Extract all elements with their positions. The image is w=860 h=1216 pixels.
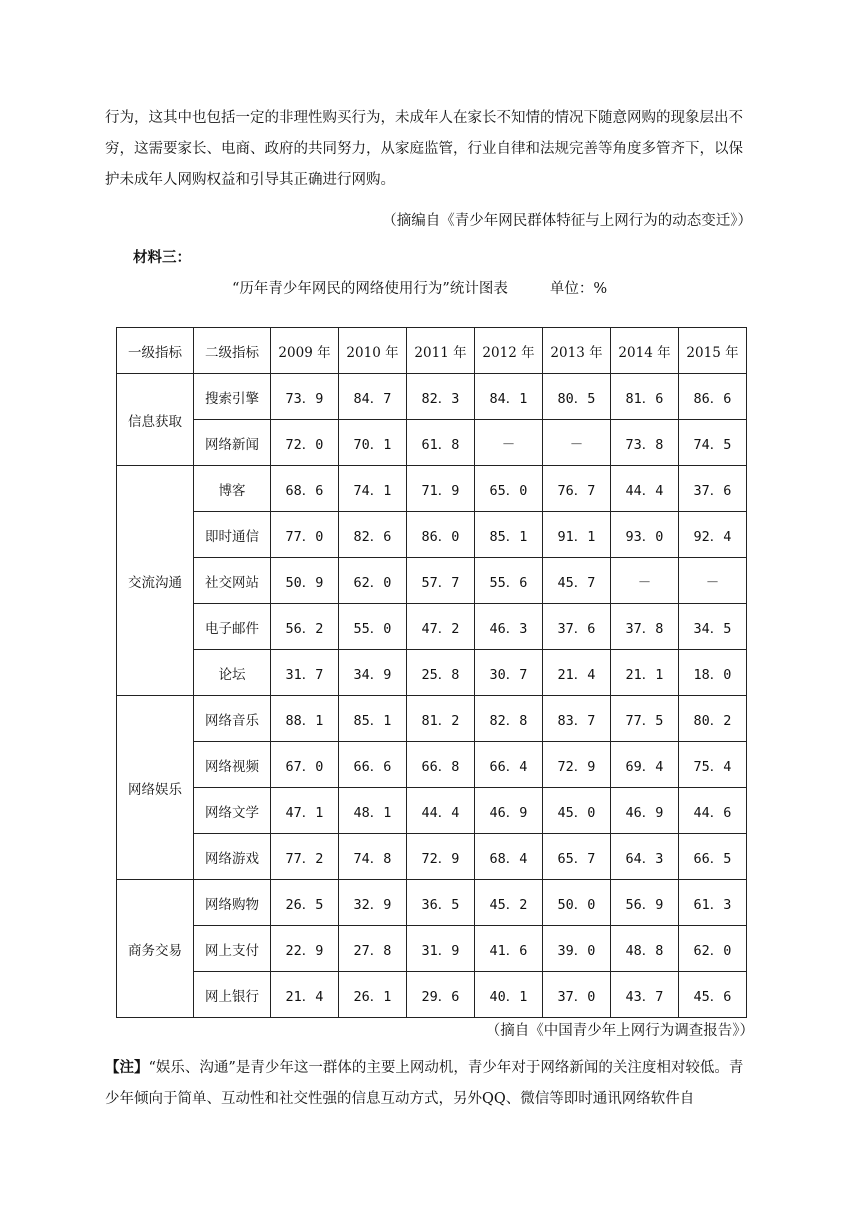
value-cell: 72．9 (407, 834, 475, 880)
value-cell: 27．8 (339, 926, 407, 972)
value-cell: 57．7 (407, 558, 475, 604)
value-cell: 56．2 (271, 604, 339, 650)
value-cell: 44．6 (679, 788, 747, 834)
value-cell: 61．8 (407, 420, 475, 466)
statistics-table-body (117, 328, 747, 1018)
value-cell: 82．3 (407, 374, 475, 420)
header-cell: 一级指标 (117, 328, 194, 374)
value-cell: 68．6 (271, 466, 339, 512)
value-cell: 81．2 (407, 696, 475, 742)
value-cell: 82．6 (339, 512, 407, 558)
value-cell: 46．9 (611, 788, 679, 834)
value-cell: 77．0 (271, 512, 339, 558)
value-cell: 92．4 (679, 512, 747, 558)
value-cell: 34．9 (339, 650, 407, 696)
table-row (117, 420, 747, 466)
value-cell: 73．8 (611, 420, 679, 466)
value-cell: 74．8 (339, 834, 407, 880)
statistics-table (116, 327, 747, 1018)
header-cell: 2014 年 (611, 328, 679, 374)
header-cell: 2012 年 (475, 328, 543, 374)
value-cell: 74．1 (339, 466, 407, 512)
note-paragraph (105, 1052, 757, 1115)
value-cell: 62．0 (339, 558, 407, 604)
value-cell: 31．9 (407, 926, 475, 972)
value-cell: 32．9 (339, 880, 407, 926)
value-cell: 70．1 (339, 420, 407, 466)
value-cell: 76．7 (543, 466, 611, 512)
value-cell: 40．1 (475, 972, 543, 1018)
table-row (117, 788, 747, 834)
value-cell: 41．6 (475, 926, 543, 972)
value-cell: 66．4 (475, 742, 543, 788)
value-cell: 93．0 (611, 512, 679, 558)
note-tag: 【注】 (105, 1059, 149, 1076)
value-cell: 47．2 (407, 604, 475, 650)
subcategory-cell: 网上银行 (194, 972, 271, 1018)
value-cell: 43．7 (611, 972, 679, 1018)
source-citation-2: （摘自《中国青少年上网行为调查报告》） (485, 1023, 754, 1039)
category-cell: 网络娱乐 (117, 696, 194, 880)
subcategory-cell: 搜索引擎 (194, 374, 271, 420)
value-cell: 44．4 (407, 788, 475, 834)
value-cell: 86．6 (679, 374, 747, 420)
value-cell: 85．1 (339, 696, 407, 742)
value-cell: 66．8 (407, 742, 475, 788)
value-cell: 45．0 (543, 788, 611, 834)
value-cell: 48．1 (339, 788, 407, 834)
header-cell: 2013 年 (543, 328, 611, 374)
value-cell: 84．7 (339, 374, 407, 420)
value-cell: － (475, 420, 543, 466)
value-cell: 31．7 (271, 650, 339, 696)
table-row (117, 972, 747, 1018)
subcategory-cell: 网络视频 (194, 742, 271, 788)
header-cell: 2011 年 (407, 328, 475, 374)
value-cell: － (611, 558, 679, 604)
table-row (117, 650, 747, 696)
value-cell: 48．8 (611, 926, 679, 972)
value-cell: 55．6 (475, 558, 543, 604)
value-cell: － (543, 420, 611, 466)
header-cell: 2009 年 (271, 328, 339, 374)
table-row (117, 742, 747, 788)
category-cell: 信息获取 (117, 374, 194, 466)
material-three-label: 材料三： (133, 249, 191, 266)
value-cell: 29．6 (407, 972, 475, 1018)
table-row (117, 926, 747, 972)
value-cell: － (679, 558, 747, 604)
value-cell: 21．1 (611, 650, 679, 696)
subcategory-cell: 电子邮件 (194, 604, 271, 650)
value-cell: 30．7 (475, 650, 543, 696)
value-cell: 85．1 (475, 512, 543, 558)
value-cell: 72．9 (543, 742, 611, 788)
value-cell: 91．1 (543, 512, 611, 558)
value-cell: 26．5 (271, 880, 339, 926)
note-text: “娱乐、沟通”是青少年这一群体的主要上网动机，青少年对于网络新闻的关注度相对较低。青少年倾向于简单、互动性和社交性强的信息互动方式，另外QQ、微信等即时通讯网络软件自 (105, 1060, 744, 1107)
table-row (117, 374, 747, 420)
value-cell: 75．4 (679, 742, 747, 788)
subcategory-cell: 论坛 (194, 650, 271, 696)
value-cell: 84．1 (475, 374, 543, 420)
table-row (117, 558, 747, 604)
value-cell: 65．0 (475, 466, 543, 512)
category-cell: 商务交易 (117, 880, 194, 1018)
table-header-row (117, 328, 747, 374)
unit-label: 单位：% (549, 281, 608, 297)
subcategory-cell: 网络新闻 (194, 420, 271, 466)
value-cell: 66．5 (679, 834, 747, 880)
value-cell: 72．0 (271, 420, 339, 466)
table-row (117, 880, 747, 926)
value-cell: 77．2 (271, 834, 339, 880)
value-cell: 77．5 (611, 696, 679, 742)
subcategory-cell: 博客 (194, 466, 271, 512)
value-cell: 62．0 (679, 926, 747, 972)
value-cell: 55．0 (339, 604, 407, 650)
source-citation-1: （摘编自《青少年网民群体特征与上网行为的动态变迁》） (382, 213, 752, 229)
table-row (117, 466, 747, 512)
value-cell: 50．9 (271, 558, 339, 604)
paragraph-1: 行为，这其中也包括一定的非理性购买行为，未成年人在家长不知情的情况下随意网购的现象层出不穷，这需要家长、电商、政府的共同努力，从家庭监管，行业自律和法规完善等角度多管齐下，以保护未成年人网购权益和引导其正确进行网购。 (105, 110, 743, 188)
value-cell: 36．5 (407, 880, 475, 926)
value-cell: 65．7 (543, 834, 611, 880)
subcategory-cell: 网络音乐 (194, 696, 271, 742)
table-row (117, 512, 747, 558)
value-cell: 45．7 (543, 558, 611, 604)
value-cell: 61．3 (679, 880, 747, 926)
value-cell: 66．6 (339, 742, 407, 788)
value-cell: 44．4 (611, 466, 679, 512)
value-cell: 47．1 (271, 788, 339, 834)
value-cell: 37．0 (543, 972, 611, 1018)
subcategory-cell: 网上支付 (194, 926, 271, 972)
value-cell: 83．7 (543, 696, 611, 742)
value-cell: 86．0 (407, 512, 475, 558)
table-caption (232, 277, 607, 298)
value-cell: 45．6 (679, 972, 747, 1018)
value-cell: 46．3 (475, 604, 543, 650)
value-cell: 34．5 (679, 604, 747, 650)
value-cell: 64．3 (611, 834, 679, 880)
table-row (117, 696, 747, 742)
value-cell: 82．8 (475, 696, 543, 742)
value-cell: 88．1 (271, 696, 339, 742)
value-cell: 39．0 (543, 926, 611, 972)
value-cell: 67．0 (271, 742, 339, 788)
value-cell: 37．8 (611, 604, 679, 650)
value-cell: 26．1 (339, 972, 407, 1018)
value-cell: 22．9 (271, 926, 339, 972)
value-cell: 45．2 (475, 880, 543, 926)
value-cell: 80．2 (679, 696, 747, 742)
value-cell: 69．4 (611, 742, 679, 788)
value-cell: 80．5 (543, 374, 611, 420)
header-cell: 2010 年 (339, 328, 407, 374)
subcategory-cell: 网络购物 (194, 880, 271, 926)
subcategory-cell: 网络文学 (194, 788, 271, 834)
category-cell: 交流沟通 (117, 466, 194, 696)
value-cell: 37．6 (543, 604, 611, 650)
value-cell: 21．4 (271, 972, 339, 1018)
value-cell: 37．6 (679, 466, 747, 512)
value-cell: 74．5 (679, 420, 747, 466)
value-cell: 68．4 (475, 834, 543, 880)
value-cell: 73．9 (271, 374, 339, 420)
subcategory-cell: 社交网站 (194, 558, 271, 604)
value-cell: 50．0 (543, 880, 611, 926)
subcategory-cell: 即时通信 (194, 512, 271, 558)
value-cell: 18．0 (679, 650, 747, 696)
table-row (117, 834, 747, 880)
value-cell: 21．4 (543, 650, 611, 696)
value-cell: 56．9 (611, 880, 679, 926)
subcategory-cell: 网络游戏 (194, 834, 271, 880)
header-cell: 二级指标 (194, 328, 271, 374)
table-title: “历年青少年网民的网络使用行为”统计图表 (232, 281, 508, 297)
value-cell: 25．8 (407, 650, 475, 696)
value-cell: 81．6 (611, 374, 679, 420)
header-cell: 2015 年 (679, 328, 747, 374)
value-cell: 71．9 (407, 466, 475, 512)
table-row (117, 604, 747, 650)
value-cell: 46．9 (475, 788, 543, 834)
